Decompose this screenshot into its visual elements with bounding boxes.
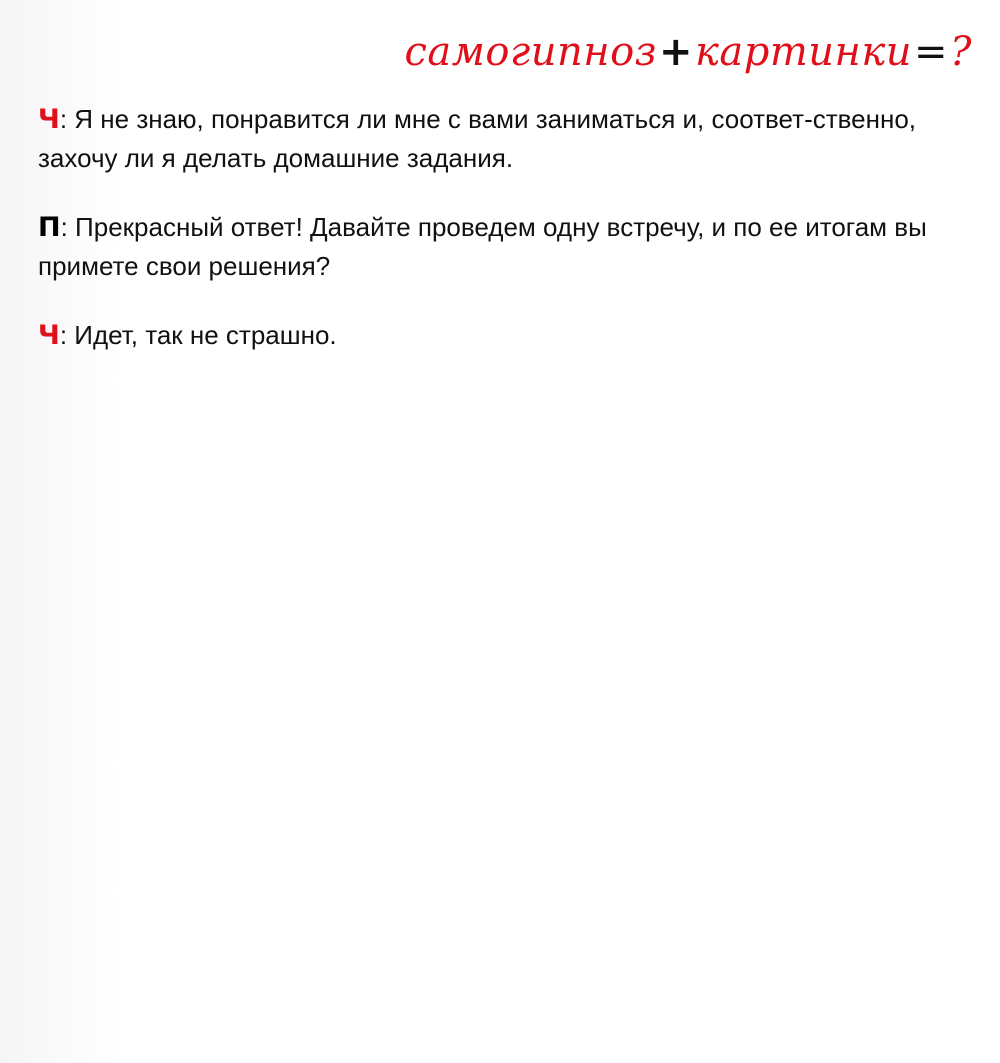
dialogue: [38, 100, 958, 386]
dialogue-text: : Идет, так не страшно.: [59, 320, 337, 350]
dialogue-line-2: [38, 208, 958, 285]
logo-question-mark: ?: [950, 29, 972, 75]
logo-plus-sign: +: [658, 29, 693, 75]
speaker-label: Ч: [38, 320, 60, 351]
speaker-label: П: [38, 212, 61, 243]
dialogue-text: : Я не знаю, понравится ли мне с вами заниматься и, соответ-ственно, захочу ли я делать домашние задания.: [38, 104, 917, 173]
dialogue-text: : Прекрасный ответ! Давайте проведем одну встречу, и по ее итогам вы примете свои решения?: [38, 212, 927, 281]
logo-word-samogipnoz: самогипноз: [404, 29, 657, 75]
speaker-label: Ч: [38, 104, 60, 135]
logo-equals-sign: =: [914, 29, 949, 75]
dialogue-line-1: [38, 100, 958, 177]
dialogue-line-3: [38, 316, 958, 355]
header-logo: [405, 22, 973, 82]
logo-word-kartinki: картинки: [695, 29, 913, 75]
